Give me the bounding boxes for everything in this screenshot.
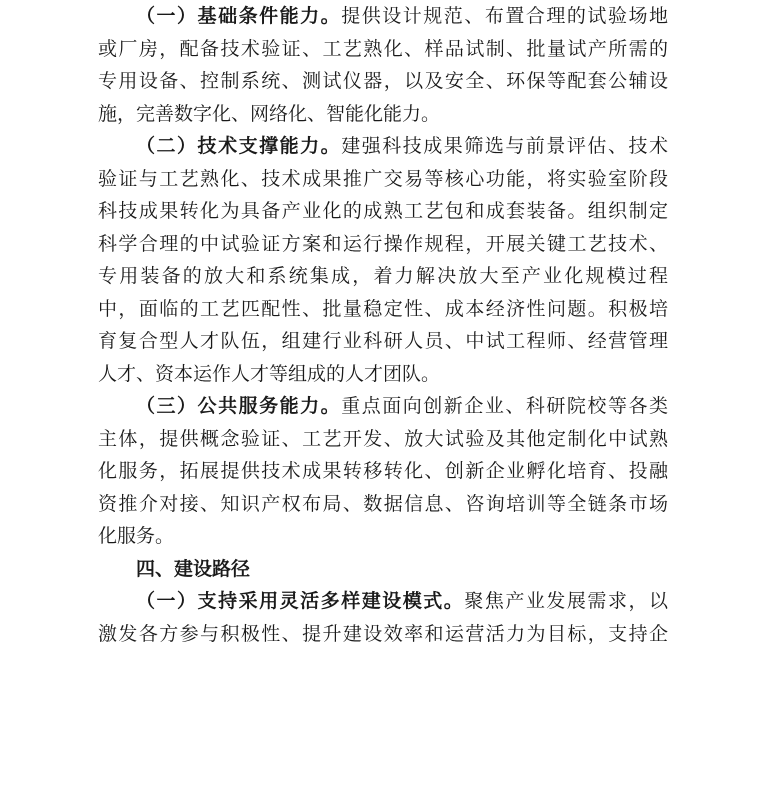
paragraph-line: 资推介对接、知识产权布局、数据信息、咨询培训等全链条市场 xyxy=(98,492,668,515)
paragraph-line: （三）公共服务能力。重点面向创新企业、科研院校等各类 xyxy=(136,395,668,417)
paragraph-line: 中，面临的工艺匹配性、批量稳定性、成本经济性问题。积极培 xyxy=(98,297,668,320)
paragraph-line: 专用设备、控制系统、测试仪器，以及安全、环保等配套公辅设 xyxy=(98,70,668,92)
paragraph-flexible-modes xyxy=(98,585,668,650)
paragraph-line: 施，完善数字化、网络化、智能化能力。 xyxy=(98,102,441,125)
paragraph-public-service xyxy=(98,390,668,553)
paragraph-line: 人才、资本运作人才等组成的人才团队。 xyxy=(98,362,441,385)
paragraph-line: 育复合型人才队伍，组建行业科研人员、中试工程师、经营管理 xyxy=(98,330,668,352)
paragraph-line: 或厂房，配备技术验证、工艺熟化、样品试制、批量试产所需的 xyxy=(98,37,668,60)
paragraph-basic-conditions xyxy=(98,0,668,130)
section-heading: 四、建设路径 xyxy=(136,557,251,580)
paragraph-line: 化服务，拓展提供技术成果转移转化、创新企业孵化培育、投融 xyxy=(98,460,668,482)
paragraph-line: 科学合理的中试验证方案和运行操作规程，开展关键工艺技术、 xyxy=(98,232,668,255)
paragraph-line: 化服务。 xyxy=(98,525,175,547)
paragraph-line: 主体，提供概念验证、工艺开发、放大试验及其他定制化中试熟 xyxy=(98,427,668,450)
paragraph-lead: （一）基础条件能力。 xyxy=(136,5,342,27)
paragraph-line: （一）支持采用灵活多样建设模式。聚焦产业发展需求，以 xyxy=(136,590,668,612)
document-page xyxy=(98,0,668,650)
paragraph-line: 验证与工艺熟化、技术成果推广交易等核心功能，将实验室阶段 xyxy=(98,167,668,190)
paragraph-tech-support xyxy=(98,130,668,390)
paragraph-line: 激发各方参与积极性、提升建设效率和运营活力为目标，支持企 xyxy=(98,622,668,645)
paragraph-line: 专用装备的放大和系统集成，着力解决放大至产业化规模过程 xyxy=(98,265,668,287)
paragraph-lead: （一）支持采用灵活多样建设模式。 xyxy=(136,590,465,612)
paragraph-line: （二）技术支撑能力。建强科技成果筛选与前景评估、技术 xyxy=(136,135,668,157)
paragraph-line: （一）基础条件能力。提供设计规范、布置合理的试验场地 xyxy=(136,5,668,27)
paragraph-line: 科技成果转化为具备产业化的成熟工艺包和成套装备。组织制定 xyxy=(98,200,668,222)
paragraph-lead: （三）公共服务能力。 xyxy=(136,395,342,417)
paragraph-lead: （二）技术支撑能力。 xyxy=(136,135,342,157)
